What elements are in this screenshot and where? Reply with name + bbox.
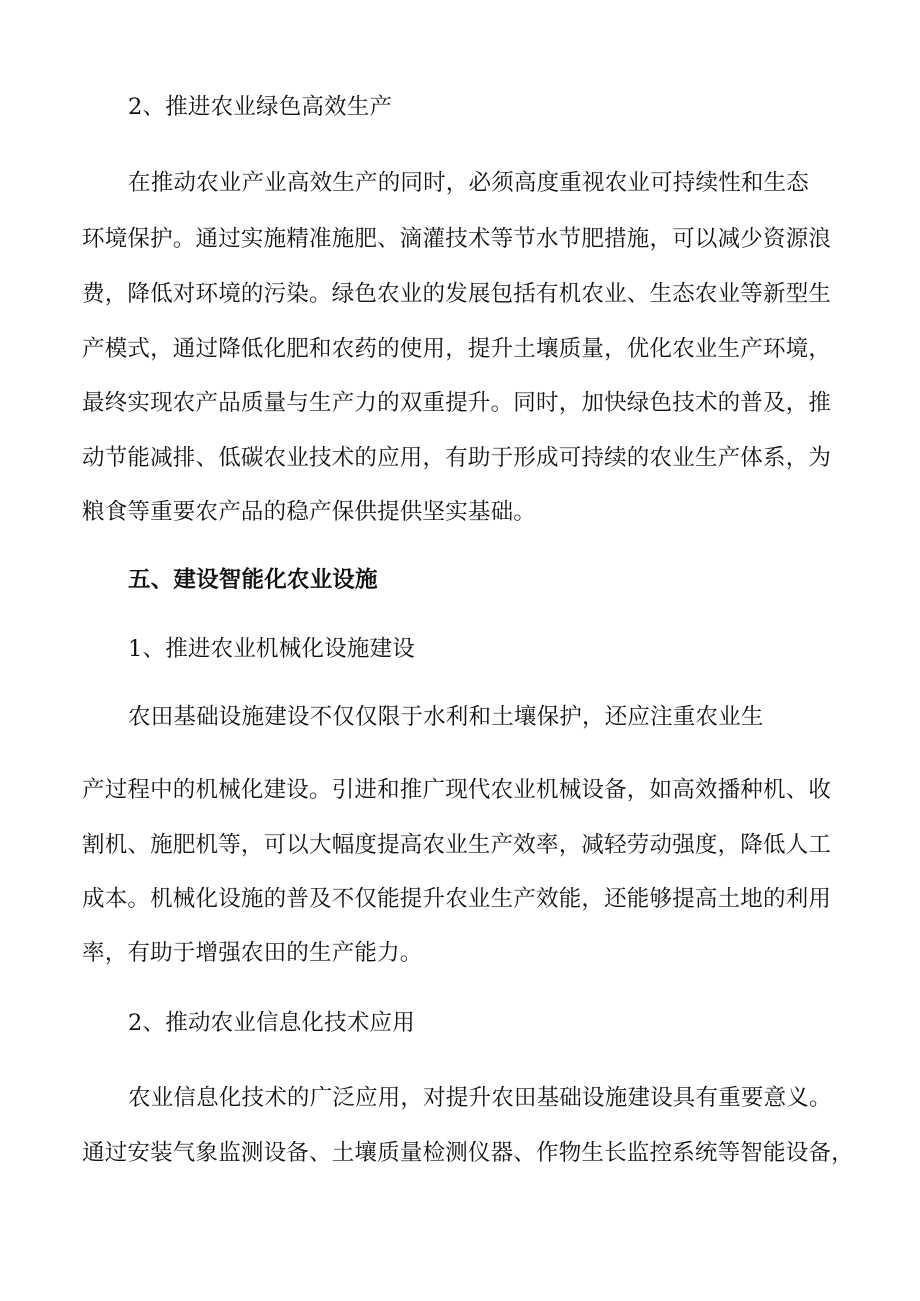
paragraph-line: 农业信息化技术的广泛应用，对提升农田基础设施建设具有重要意义。 bbox=[128, 1085, 832, 1111]
paragraph-line: 农田基础设施建设不仅仅限于水利和土壤保护，还应注重农业生 bbox=[128, 704, 764, 730]
paragraph-line: 产过程中的机械化建设。引进和推广现代农业机械设备，如高效播种机、收 bbox=[82, 777, 832, 803]
paragraph-line: 割机、施肥机等，可以大幅度提高农业生产效率，减轻劳动强度，降低人工 bbox=[82, 832, 832, 858]
paragraph-line: 费，降低对环境的污染。绿色农业的发展包括有机农业、生态农业等新型生 bbox=[82, 281, 832, 307]
paragraph-line: 动节能减排、低碳农业技术的应用，有助于形成可持续的农业生产体系，为 bbox=[82, 445, 832, 471]
paragraph-line: 粮食等重要农产品的稳产保供提供坚实基础。 bbox=[82, 499, 537, 525]
paragraph-line: 率，有助于增强农田的生产能力。 bbox=[82, 940, 423, 966]
section-title-mechanization: 1、推进农业机械化设施建设 bbox=[128, 636, 415, 662]
paragraph-line: 在推动农业产业高效生产的同时，必须高度重视农业可持续性和生态 bbox=[128, 170, 810, 196]
section-title-informatization: 2、推动农业信息化技术应用 bbox=[128, 1010, 415, 1036]
section-title-green-production: 2、推进农业绿色高效生产 bbox=[128, 94, 393, 120]
paragraph-line: 最终实现农产品质量与生产力的双重提升。同时，加快绿色技术的普及，推 bbox=[82, 390, 832, 416]
paragraph-line: 产模式，通过降低化肥和农药的使用，提升土壤质量，优化农业生产环境， bbox=[82, 336, 832, 362]
paragraph-line: 环境保护。通过实施精准施肥、滴灌技术等节水节肥措施，可以减少资源浪 bbox=[82, 226, 832, 252]
paragraph-line: 通过安装气象监测设备、土壤质量检测仪器、作物生长监控系统等智能设备， bbox=[82, 1140, 854, 1166]
chapter-title-smart-facilities: 五、建设智能化农业设施 bbox=[128, 567, 378, 593]
paragraph-line: 成本。机械化设施的普及不仅能提升农业生产效能，还能够提高土地的利用 bbox=[82, 886, 832, 912]
